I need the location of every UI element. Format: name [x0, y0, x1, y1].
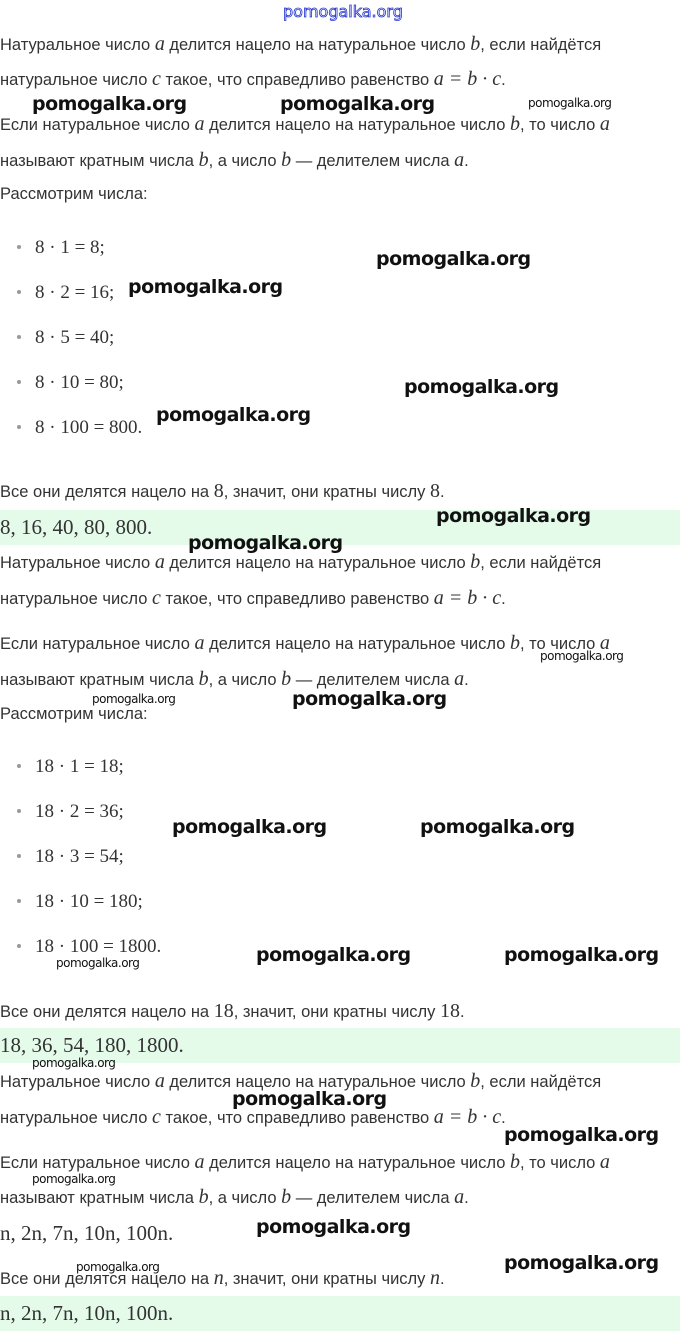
text-segment: , то число [519, 635, 600, 653]
watermark: pomogalka.org [232, 1088, 387, 1110]
equation: 8 · 10 = 80; [35, 372, 124, 393]
watermark: pomogalka.org [540, 649, 624, 663]
text-segment: Натуральное число [0, 1073, 155, 1091]
text-segment: , а число [208, 152, 282, 170]
math-expression: a [599, 1151, 610, 1173]
text-segment: Все они делятся нацело на [0, 1270, 214, 1288]
text-segment: называют кратным числа [0, 152, 199, 170]
text-segment: . [501, 590, 506, 608]
math-expression: b [509, 1151, 520, 1173]
equation: 8 · 5 = 40; [35, 327, 115, 348]
math-expression: b [470, 1070, 481, 1092]
math-expression: a [154, 1070, 165, 1092]
text-segment: . [501, 71, 506, 89]
list-item [0, 326, 114, 350]
expression: n, 2n, 7n, 10n, 100n. [0, 1221, 174, 1245]
watermark: pomogalka.org [156, 404, 311, 426]
equation: 18 · 10 = 180; [35, 891, 143, 912]
text-segment: такое, что справедливо равенство [160, 590, 434, 608]
math-expression: b [509, 632, 520, 654]
math-expression: b [198, 668, 209, 690]
text-segment: , если найдётся [480, 1073, 602, 1091]
text-segment: делится нацело на натуральное число [204, 116, 510, 134]
definition-line [0, 32, 601, 57]
text-segment: делится нацело на натуральное число [164, 36, 471, 54]
text-segment: называют кратным числа [0, 671, 199, 689]
math-expression: n [430, 1267, 441, 1289]
list-item [0, 236, 105, 260]
watermark: pomogalka.org [528, 96, 612, 110]
definition-line [0, 586, 506, 611]
watermark: pomogalka.org [256, 1216, 411, 1238]
math-expression: a [194, 632, 205, 654]
math-expression: 18 [213, 1000, 234, 1022]
math-expression: a = b · c [433, 587, 502, 609]
text-segment: Натуральное число [0, 36, 155, 54]
answer: n, 2n, 7n, 10n, 100n. [0, 1301, 174, 1325]
text-segment: делится нацело на натуральное число [204, 635, 510, 653]
answer: 18, 36, 54, 180, 1800. [0, 1033, 184, 1057]
text-segment: натуральное число [0, 1109, 152, 1127]
conclusion [0, 1266, 445, 1291]
text-segment: Все они делятся нацело на [0, 1003, 214, 1021]
bullet-icon [17, 944, 21, 948]
bullet-icon [17, 335, 21, 339]
equation: 8 · 2 = 16; [35, 282, 115, 303]
text-segment: делится нацело на натуральное число [164, 554, 471, 572]
watermark: pomogalka.org [436, 505, 591, 527]
math-expression: 8 [213, 480, 224, 502]
text-segment: . [464, 671, 469, 689]
watermark: pomogalka.org [92, 692, 176, 706]
math-expression: a [454, 668, 465, 690]
bullet-icon [17, 425, 21, 429]
watermark: pomogalka.org [280, 93, 435, 115]
watermark: pomogalka.org [404, 376, 559, 398]
math-expression: a [194, 113, 205, 135]
math-expression: a [454, 149, 465, 171]
watermark: pomogalka.org [32, 1172, 116, 1186]
definition-line [0, 112, 610, 137]
math-expression: b [281, 668, 292, 690]
watermark: pomogalka.org [256, 944, 411, 966]
text-segment: , если найдётся [480, 36, 602, 54]
math-expression: a = b · c [433, 1106, 502, 1128]
list-item [0, 800, 124, 824]
text-segment: . [460, 1003, 465, 1021]
watermark: pomogalka.org [188, 532, 343, 554]
bullet-icon [17, 899, 21, 903]
answer: 8, 16, 40, 80, 800. [0, 515, 153, 539]
definition-line [0, 67, 506, 92]
equation: 18 · 1 = 18; [35, 756, 124, 777]
math-expression: a [454, 1186, 465, 1208]
text-segment: Если натуральное число [0, 1154, 195, 1172]
watermark: pomogalka.org [292, 688, 447, 710]
text-segment: , значит, они кратны числу [223, 1270, 431, 1288]
text-segment: — делителем числа [291, 152, 455, 170]
math-expression: c [152, 587, 161, 609]
watermark: pomogalka.org [32, 93, 187, 115]
text-segment: . [501, 1109, 506, 1127]
math-expression: b [470, 551, 481, 573]
watermark: pomogalka.org [376, 248, 531, 270]
text-segment: , а число [208, 671, 282, 689]
text-segment: . [464, 152, 469, 170]
definition-line [0, 1185, 469, 1210]
consider-label: Рассмотрим числа: [0, 185, 148, 203]
list-item [0, 755, 124, 779]
list-item [0, 890, 143, 914]
text-segment: , значит, они кратны числу [223, 483, 431, 501]
consider-label: Рассмотрим числа: [0, 705, 148, 723]
header-watermark: pomogalka.org [283, 2, 403, 21]
watermark: pomogalka.org [420, 816, 575, 838]
list-item [0, 416, 142, 440]
text-segment: Все они делятся нацело на [0, 483, 214, 501]
text-segment: — делителем числа [291, 671, 455, 689]
math-expression: a [599, 113, 610, 135]
list-item [0, 845, 124, 869]
text-segment: , а число [208, 1189, 282, 1207]
list-item [0, 371, 124, 395]
list-item [0, 281, 114, 305]
math-expression: a [154, 33, 165, 55]
definition-line [0, 148, 469, 173]
math-expression: a = b · c [433, 68, 502, 90]
equation: 18 · 100 = 1800. [35, 936, 162, 957]
math-expression: b [281, 1186, 292, 1208]
bullet-icon [17, 245, 21, 249]
text-segment: . [440, 1270, 445, 1288]
watermark: pomogalka.org [32, 1056, 116, 1070]
text-segment: , то число [519, 116, 600, 134]
conclusion [0, 999, 465, 1024]
math-expression: b [470, 33, 481, 55]
math-expression: 18 [440, 1000, 461, 1022]
math-expression: b [198, 149, 209, 171]
math-expression: b [509, 113, 520, 135]
text-segment: натуральное число [0, 71, 152, 89]
watermark: pomogalka.org [56, 956, 140, 970]
text-segment: . [440, 483, 445, 501]
watermark: pomogalka.org [76, 1260, 160, 1274]
math-expression: n [213, 1267, 224, 1289]
text-segment: Если натуральное число [0, 635, 195, 653]
bullet-icon [17, 854, 21, 858]
bullet-icon [17, 290, 21, 294]
text-segment: . [464, 1189, 469, 1207]
equation: 18 · 3 = 54; [35, 846, 124, 867]
text-segment: делится нацело на натуральное число [204, 1154, 510, 1172]
text-segment: натуральное число [0, 590, 152, 608]
bullet-icon [17, 764, 21, 768]
equation: 8 · 100 = 800. [35, 417, 143, 438]
definition-line [0, 631, 610, 656]
math-expression: b [198, 1186, 209, 1208]
bullet-icon [17, 380, 21, 384]
text-segment: , значит, они кратны числу [233, 1003, 441, 1021]
bullet-icon [17, 809, 21, 813]
text-segment: называют кратным числа [0, 1189, 199, 1207]
math-expression: c [152, 1106, 161, 1128]
text-segment: такое, что справедливо равенство [160, 71, 434, 89]
math-expression: b [281, 149, 292, 171]
text-segment: Если натуральное число [0, 116, 195, 134]
equation: 18 · 2 = 36; [35, 801, 124, 822]
equation: 8 · 1 = 8; [35, 237, 105, 258]
text-segment: делится нацело на натуральное число [164, 1073, 471, 1091]
text-segment: такое, что справедливо равенство [160, 1109, 434, 1127]
watermark: pomogalka.org [504, 1124, 659, 1146]
watermark: pomogalka.org [172, 816, 327, 838]
math-expression: a [154, 551, 165, 573]
math-expression: a [194, 1151, 205, 1173]
text-segment: — делителем числа [291, 1189, 455, 1207]
watermark: pomogalka.org [504, 1252, 659, 1274]
text-segment: , если найдётся [480, 554, 602, 572]
math-expression: 8 [430, 480, 441, 502]
math-expression: c [152, 68, 161, 90]
text-segment: , то число [519, 1154, 600, 1172]
watermark: pomogalka.org [504, 944, 659, 966]
text-segment: Натуральное число [0, 554, 155, 572]
watermark: pomogalka.org [128, 276, 283, 298]
math-expression: a [599, 632, 610, 654]
conclusion [0, 479, 445, 504]
